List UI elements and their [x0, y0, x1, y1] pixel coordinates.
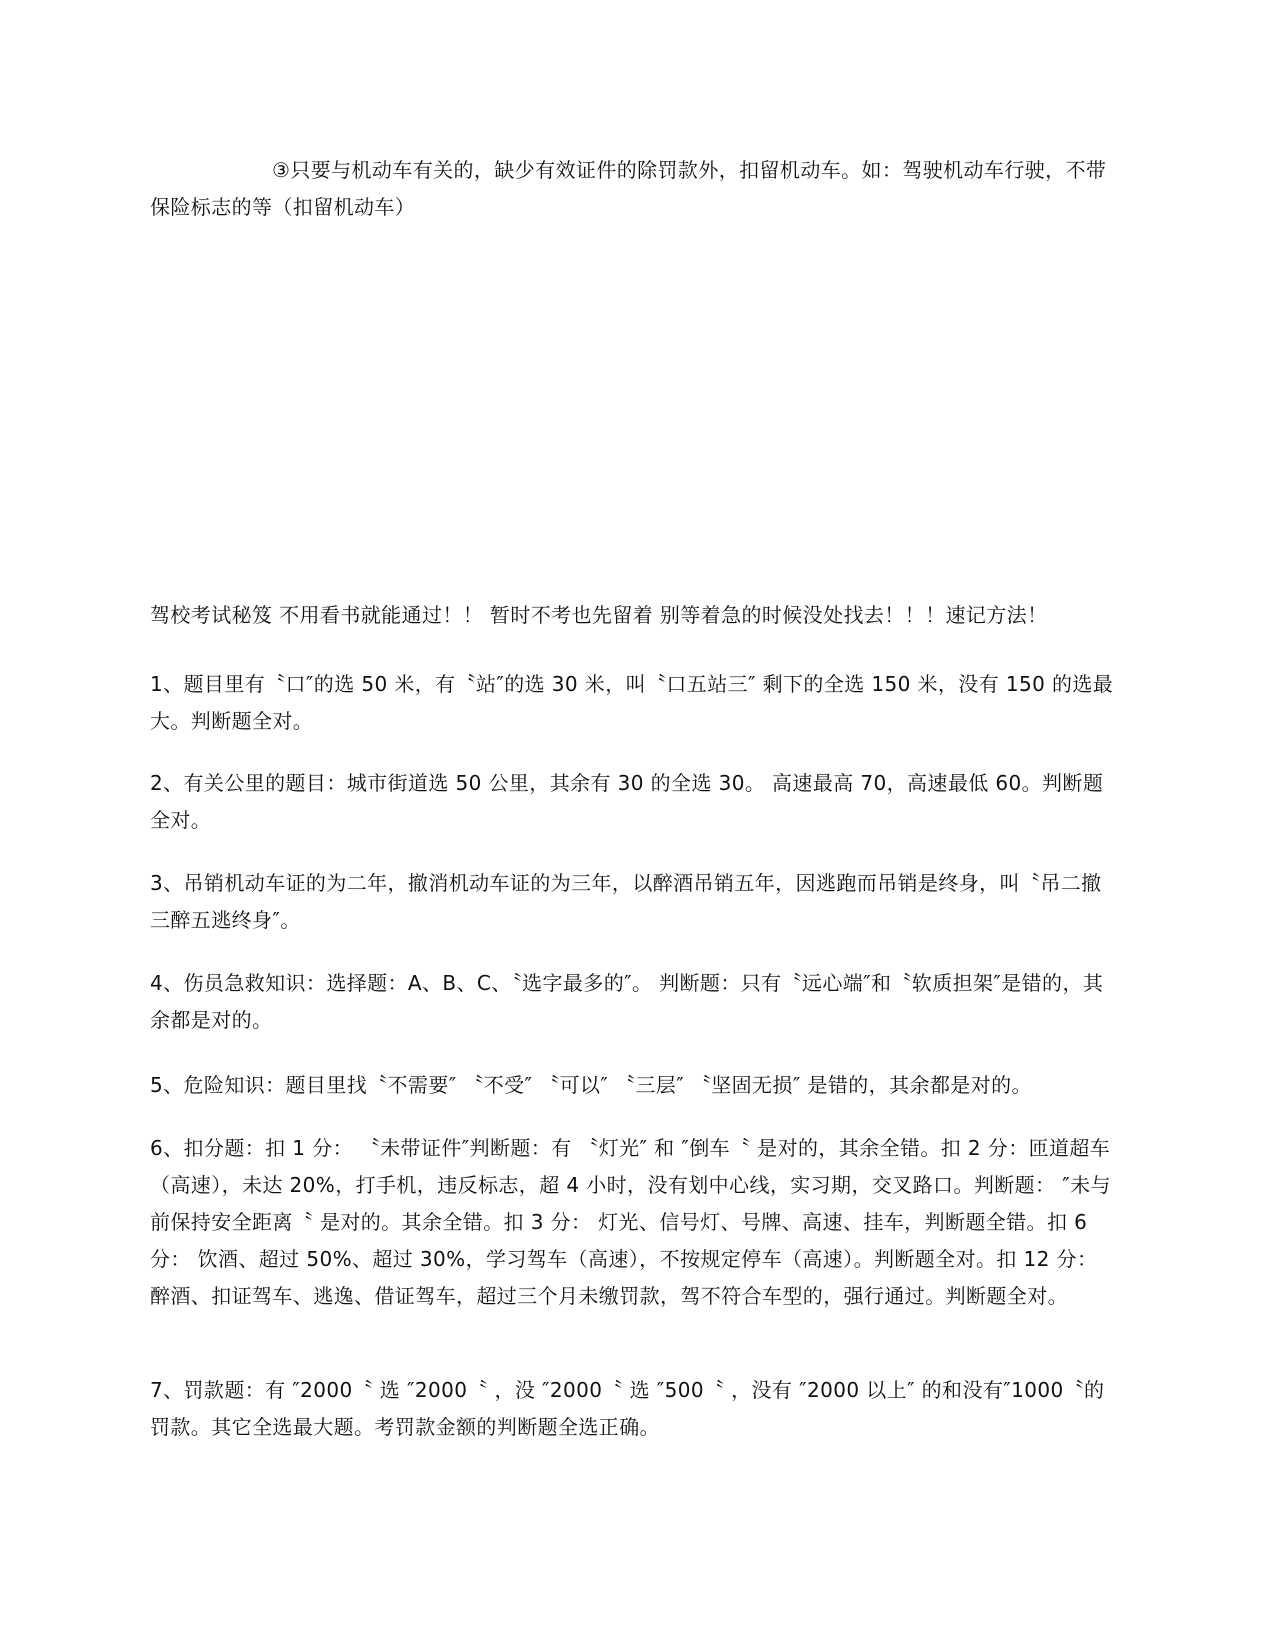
- tip-item-3: 3、吊销机动车证的为二年，撤消机动车证的为三年，以醉酒吊销五年，因逃跑而吊销是终身，叫〝吊二撤三醉五逃终身″。: [150, 871, 1102, 932]
- tip-item-5: 5、危险知识：题目里找〝不需要″ 〝不受″ 〝可以″ 〝三层″ 〝坚固无损″ 是错的，其余都是对的。: [150, 1073, 1032, 1097]
- intro-paragraph: ③只要与机动车有关的，缺少有效证件的除罚款外，扣留机动车。如：驾驶机动车行驶，不带保险标志的等（扣留机动车）: [150, 158, 1107, 219]
- tip-item-4: 4、伤员急救知识：选择题：A、B、C、〝选字最多的″。 判断题：只有〝远心端″和〝软质担架″是错的，其余都是对的。: [150, 971, 1104, 1032]
- tip-item-7: 7、罚款题：有 ″2000〝 选 ″2000〝 ，没 ″2000〝 选 ″500〝 ，没有 ″2000 以上″ 的和没有″1000〝的罚款。其它全选最大题。考罚款金额的判断题全选正确。: [150, 1378, 1105, 1439]
- tip-item-2: 2、有关公里的题目：城市街道选 50 公里，其余有 30 的全选 30。 高速最高 70，高速最低 60。判断题全对。: [150, 771, 1104, 832]
- tip-item-6: 6、扣分题：扣 1 分： 〝未带证件″判断题：有 〝灯光″ 和 ″倒车〝 是对的，其余全错。扣 2 分：匝道超车（高速），未达 20%，打手机，违反标志，超 4 小时，没有划中心线，实习期，交叉路口。判断题： ″未与前保持安全距离〝 是对的。其余全错。扣 3 分： 灯光、信号灯、号牌、高速、挂车，判断题全错。扣 6 分： 饮酒、超过 50%、超过 30%，学习驾车（高速），不按规定停车（高速）。判断题全对。扣 12 分：醉酒、扣证驾车、逃逸、借证驾车，超过三个月未缴罚款，驾不符合车型的，强行通过。判断题全对。: [150, 1136, 1111, 1308]
- document-title: 驾校考试秘笈 不用看书就能通过！！ 暂时不考也先留着 别等着急的时候没处找去！！！速记方法！: [150, 603, 1048, 627]
- tip-item-1: 1、题目里有〝口″的选 50 米，有〝站″的选 30 米，叫〝口五站三″ 剩下的全选 150 米，没有 150 的选最大。判断题全对。: [150, 672, 1114, 733]
